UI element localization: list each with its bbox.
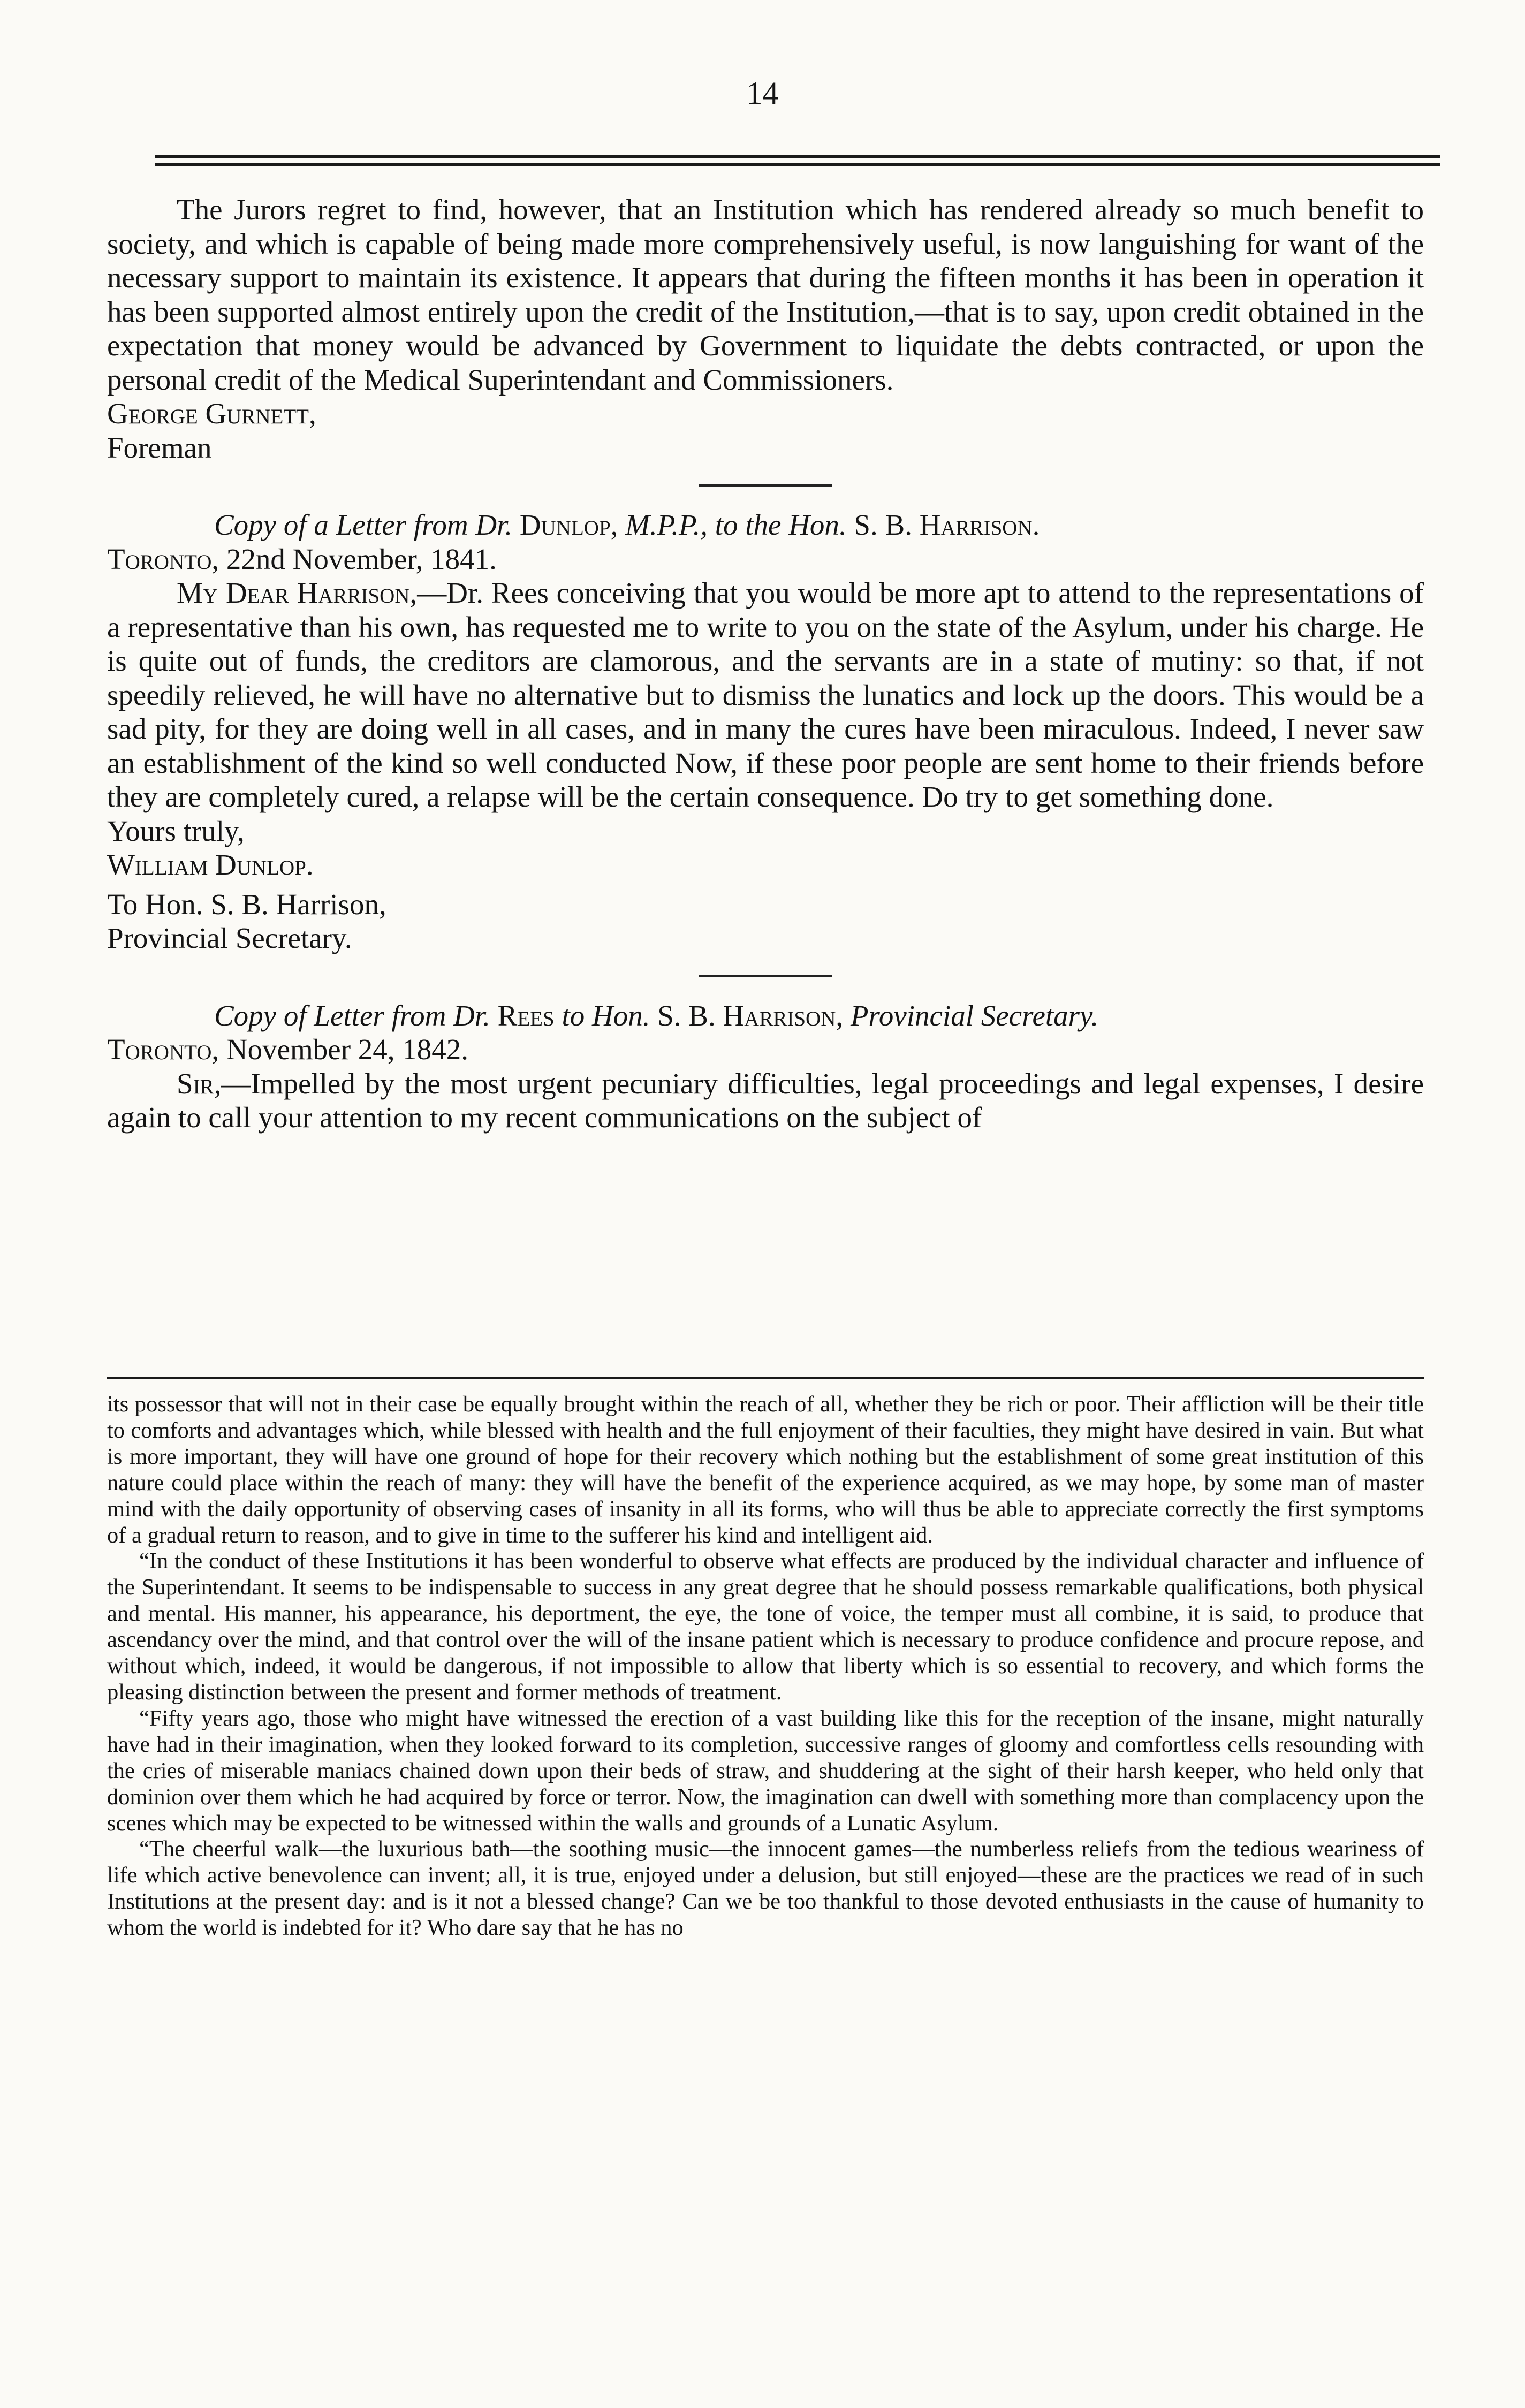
letter1-body [107,576,1424,814]
letter1-heading [107,508,1424,542]
signature-name: George Gurnett, [107,397,316,430]
footnote-paragraph: “In the conduct of these Institutions it has been wonderful to observe what effects are produced by the individual character and influence of the Superintendant. It seems to be indispensable to success in any great degree that he should possess remarkable qualifications, both physical and mental. His manner, his appearance, his deportment, the eye, the tone of voice, the temper must all combine, it is said, to produce that ascendancy over the mind, and that control over the will of the insane patient which is necessary to produce confidence and procure repose, and without which, indeed, it would be dangerous, if not impossible to allow that liberty which is so essential to recovery, and which forms the pleasing distinction between the present and former methods of treatment. [107,1548,1424,1705]
letter1-place-date [107,542,1424,576]
letter1-place: Toronto, [107,542,219,575]
letter1-salutation: My Dear Harrison, [177,576,418,609]
letter2-heading [107,999,1424,1033]
footnote-paragraph: its possessor that will not in their case be equally brought within the reach of all, whether they be rich or poor. Their affliction will be their title to comforts and advantages which, while blessed with health and the full enjoyment of their faculties, they might have desired in vain. But what is more important, they will have one ground of hope for their recovery which nothing but the establishment of some great institution of this nature could place within the reach of many: they will have the benefit of the experience acquired, as we may hope, by some man of master mind with the daily opportunity of observing cases of insanity in all its forms, who will thus be able to appreciate correctly the first symptoms of a gradual return to reason, and to give in time to the sufferer his kind and intelligent aid. [107,1392,1424,1548]
footnotes [107,1392,1424,1941]
letter1-heading-pre: Copy of a Letter from Dr. [214,508,513,541]
footnote-paragraph: “Fifty years ago, those who might have witnessed the erection of a vast building like this for the reception of the insane, might naturally have had in their imagination, when they looked forward to its completion, successive ranges of gloomy and comfortless cells resounding with the cries of miserable maniacs chained down upon their beds of straw, and shuddering at the sight of their harsh keeper, who held only that dominion over them which he had acquired by force or terror. Now, the imagination can dwell with something more than complacency upon the scenes which may be expected to be witnessed within the walls and grounds of a Lunatic Asylum. [107,1705,1424,1836]
letter1-heading-name: Dunlop, [519,508,618,541]
section-divider [699,484,832,487]
letter1-date: 22nd November, 1841. [226,542,497,575]
letter2-place-date [107,1032,1424,1067]
letter1-body-text: —Dr. Rees conceiving that you would be more apt to attend to the representations of a representative than his own, has requested me to write to you on the state of the Asylum, under his charge. He is quite out of funds, the creditors are clamorous, and the servants are in a state of mutiny: so that, if not speedily relieved, he will have no alternative but to dismiss the lunatics and lock up the doors. This would be a sad pity, for they are doing well in all cases, and in many the cures have been miraculous. Indeed, I never saw an establishment of the kind so well conducted Now, if these poor people are sent home to their friends before they are completely cured, a relapse will be the certain consequence. Do try to get something done. [107,576,1424,813]
letter2-date: November 24, 1842. [226,1033,469,1066]
letter2-body-text: —Impelled by the most urgent pecuniary difficulties, legal proceedings and legal expenses, I desire again to call your attention to my recent communications on the subject of [107,1067,1424,1134]
header-double-rule [155,155,1440,166]
letter2-heading-addressee: S. B. Harrison, [657,999,844,1032]
letter2-body [107,1067,1424,1135]
letter2-place: Toronto, [107,1033,219,1066]
letter2-salutation: Sir, [177,1067,222,1100]
signature-title: Foreman [107,431,212,464]
footnote-rule [107,1377,1424,1379]
section-divider [699,975,832,977]
footnote-paragraph: “The cheerful walk—the luxurious bath—the soothing music—the innocent games—the numberless reliefs from the tedious weariness of life which active benevolence can invent; all, it is true, enjoyed under a delusion, but still enjoyed—these are the practices we read of in such Institutions at the present day: and is it not a blessed change? Can we be too thankful to those devoted enthusiasts in the cause of humanity to whom the world is indebted for it? Who dare say that he has no [107,1836,1424,1941]
letter2-heading-name: Rees [497,999,555,1032]
letter1-to-line2: Provincial Secretary. [107,922,352,954]
letter1-to-line1: To Hon. S. B. Harrison, [107,887,386,921]
letter1-signature: William Dunlop. [107,848,314,881]
letter2-heading-pre: Copy of Letter from Dr. [214,999,490,1032]
letter1-closing: Yours truly, [107,814,245,847]
letter2-heading-mid: to Hon. [562,999,650,1032]
page-number: 14 [746,75,779,111]
letter1-heading-addressee: S. B. Harrison. [854,508,1040,541]
main-text [107,193,1424,1135]
letter1-heading-mid: M.P.P., to the Hon. [625,508,847,541]
letter2-heading-post: Provincial Secretary. [850,999,1099,1032]
jurors-paragraph: The Jurors regret to find, however, that an Institution which has rendered already so much benefit to society, and which is capable of being made more comprehensively useful, is now languishing for want of the necessary support to maintain its existence. It appears that during the fifteen months it has been in operation it has been supported almost entirely upon the credit of the Institution,—that is to say, upon credit obtained in the expectation that money would be advanced by Government to liquidate the debts contracted, or upon the personal credit of the Medical Superintendant and Commissioners. [107,193,1424,396]
